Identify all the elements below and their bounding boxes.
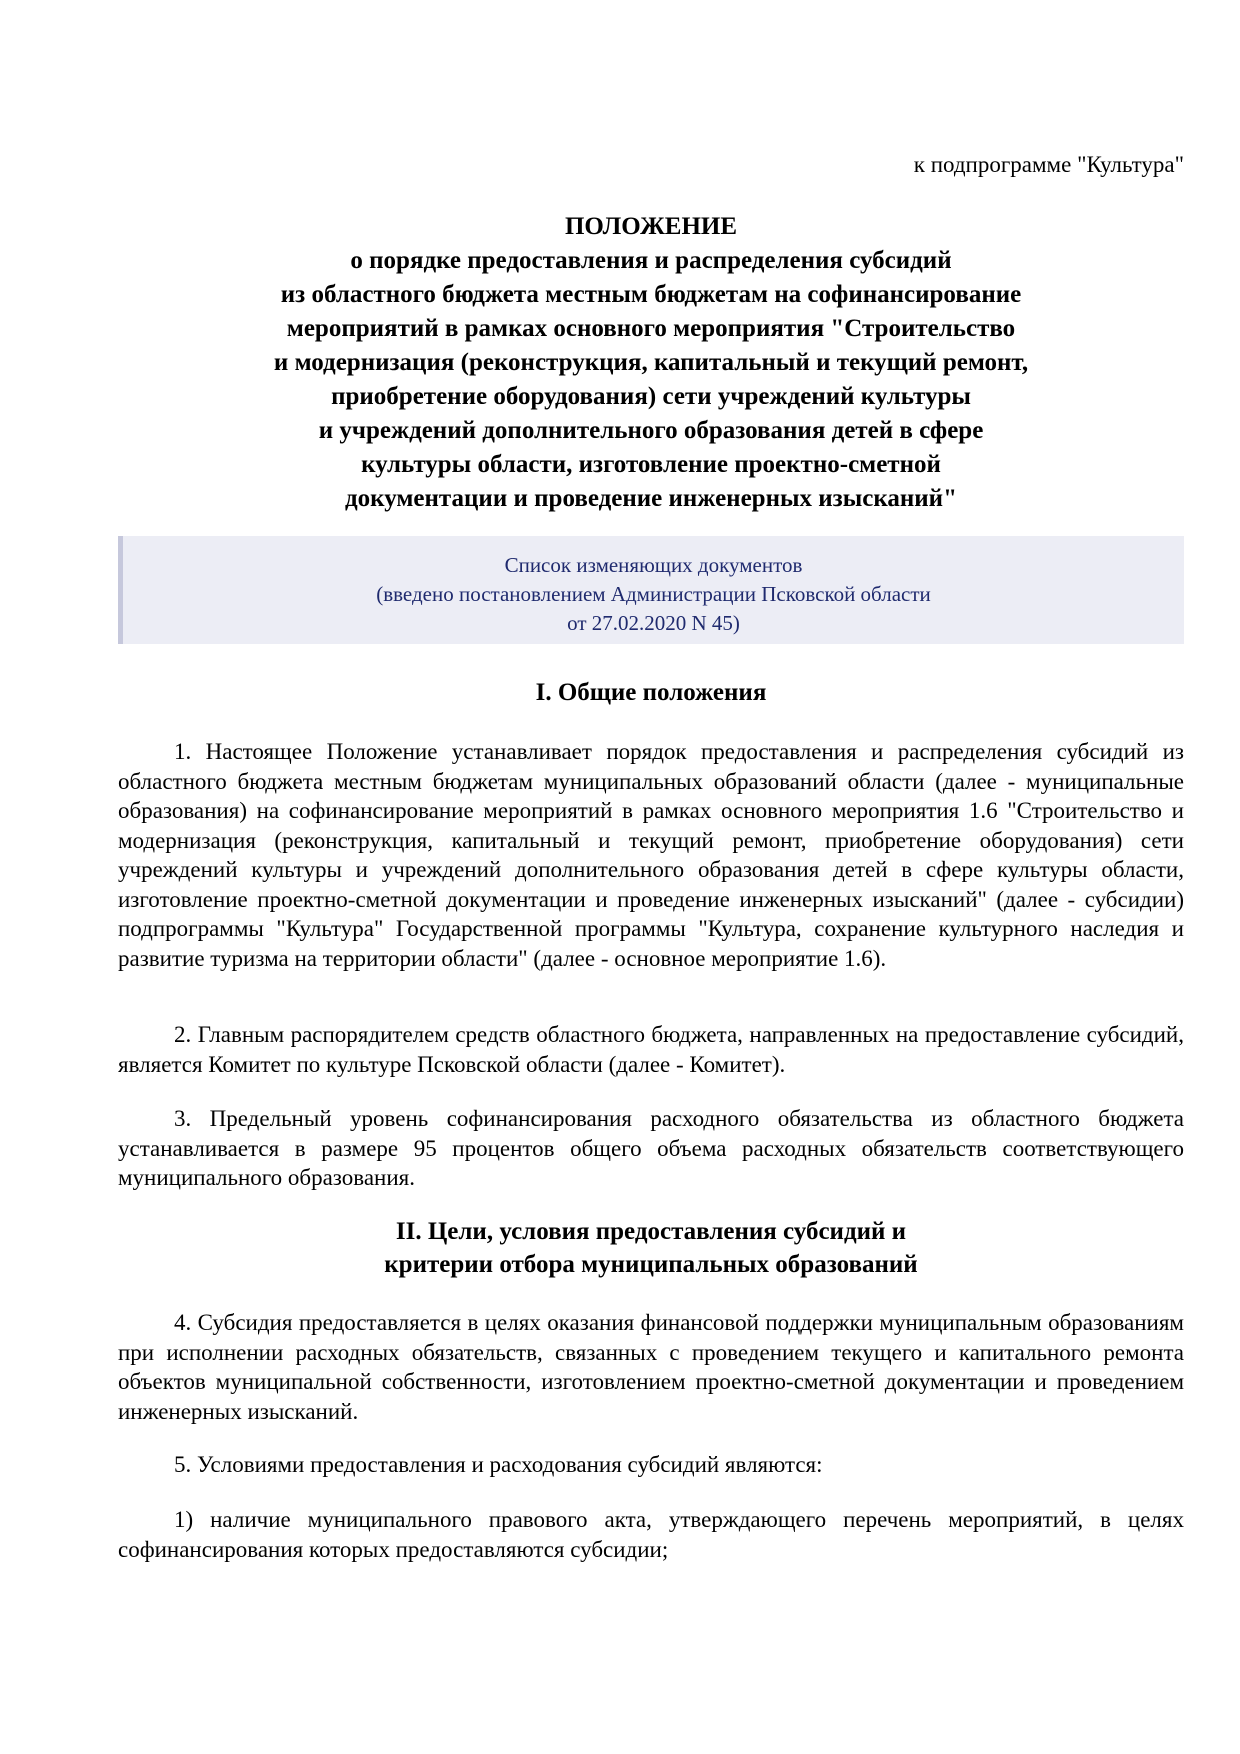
- paragraph-1: 1. Настоящее Положение устанавливает порядок предоставления и распределения субсидий из областного бюджета местным бюджетам муниципальных образований области (далее - муниципальные образования) на софинансирование мероприятий в рамках основного мероприятия 1.6 "Строительство и модернизация (реконструкция, капитальный и текущий ремонт, приобретение оборудования) сети учреждений культуры и учреждений дополнительного образования детей в сфере культуры области, изготовление проектно-сметной документации и проведение инженерных изысканий" (далее - субсидии) подпрограммы "Культура" Государственной программы "Культура, сохранение культурного наследия и развитие туризма на территории области" (далее - основное мероприятие 1.6).: [118, 739, 1184, 971]
- section-heading-1: [118, 676, 1184, 709]
- title-line: и модернизация (реконструкция, капитальный и текущий ремонт,: [273, 349, 1029, 376]
- amendments-line: (введено постановлением Администрации Псковской области: [376, 582, 931, 606]
- paragraph-2: 2. Главным распорядителем средств областного бюджета, направленных на предоставление субсидий, является Комитет по культуре Псковской области (далее - Комитет).: [118, 1022, 1184, 1077]
- title-line: ПОЛОЖЕНИЕ: [564, 213, 738, 240]
- appendix-reference: к подпрограмме "Культура": [913, 152, 1184, 177]
- title-line: документации и проведение инженерных изысканий": [345, 485, 957, 512]
- title-line: культуры области, изготовление проектно-сметной: [361, 451, 941, 478]
- section-heading-2: [118, 1215, 1184, 1281]
- paragraph-3: 3. Предельный уровень софинансирования расходного обязательства из областного бюджета устанавливается в размере 95 процентов общего объема расходных обязательств соответствующего муниципального образования.: [118, 1106, 1184, 1190]
- paragraph-4: 4. Субсидия предоставляется в целях оказания финансовой поддержки муниципальным образованиям при исполнении расходных обязательств, связанных с проведением текущего и капитального ремонта объектов муниципальной собственности, изготовлением проектно-сметной документации и проведением инженерных изысканий.: [118, 1310, 1184, 1424]
- title-line: о порядке предоставления и распределения субсидий: [350, 247, 952, 274]
- title-line: мероприятий в рамках основного мероприятия "Строительство: [286, 315, 1016, 342]
- section-heading-line: II. Цели, условия предоставления субсидий и: [395, 1218, 907, 1245]
- title-line: приобретение оборудования) сети учреждений культуры: [331, 383, 971, 410]
- document-title: [118, 210, 1184, 516]
- amendments-line: от 27.02.2020 N 45): [567, 611, 740, 635]
- title-line: и учреждений дополнительного образования детей в сфере: [318, 417, 984, 444]
- title-line: из областного бюджета местным бюджетам на софинансирование: [280, 281, 1022, 308]
- amendments-line: Список изменяющих документов: [504, 553, 803, 577]
- amending-documents-box: [118, 536, 1184, 644]
- section-heading-line: I. Общие положения: [535, 679, 767, 706]
- section-heading-line: критерии отбора муниципальных образований: [384, 1251, 918, 1278]
- paragraph-5-item-1: 1) наличие муниципального правового акта, утверждающего перечень мероприятий, в целях софинансирования которых предоставляются субсидии;: [118, 1507, 1184, 1562]
- paragraph-5: 5. Условиями предоставления и расходования субсидий являются:: [174, 1452, 823, 1477]
